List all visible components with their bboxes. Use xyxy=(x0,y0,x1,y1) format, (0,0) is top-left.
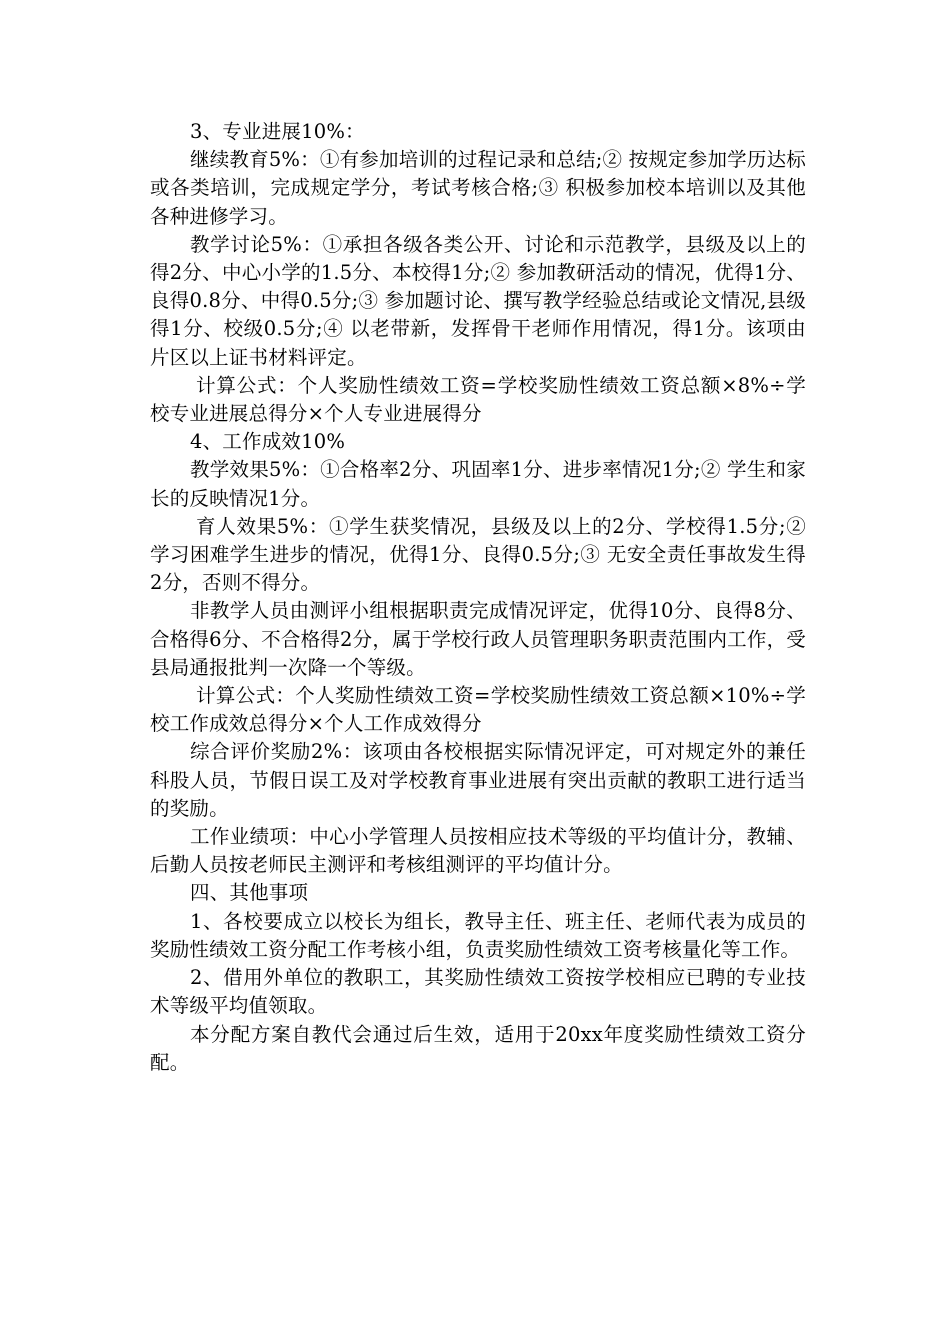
paragraph-comprehensive-award: 综合评价奖励2%：该项由各校根据实际情况评定，可对规定外的兼任科股人员，节假日误工及对学校教育事业进展有突出贡献的教职工进行适当的奖励。 xyxy=(150,740,806,820)
paragraph-assessment-group: 1、各校要成立以校长为组长，教导主任、班主任、老师代表为成员的奖励性绩效工资分配工作考核小组，负责奖励性绩效工资考核量化等工作。 xyxy=(150,909,806,961)
paragraph-work-performance: 工作业绩项：中心小学管理人员按相应技术等级的平均值计分，教辅、后勤人员按老师民主测评和考核组测评的平均值计分。 xyxy=(150,825,806,877)
paragraph-education-effect: 育人效果5%：①学生获奖情况，县级及以上的2分、学校得1.5分;② 学习困难学生进步的情况，优得1分、良得0.5分;③ 无安全责任事故发生得2分，否则不得分。 xyxy=(150,514,806,595)
document-body xyxy=(150,118,806,1077)
paragraph-formula-development: 计算公式：个人奖励性绩效工资=学校奖励性绩效工资总额×8%÷学校专业进展总得分×个人专业进展得分 xyxy=(150,373,806,426)
heading-work-results: 4、工作成效10% xyxy=(190,430,346,454)
paragraph-effective-date: 本分配方案自教代会通过后生效，适用于20xx年度奖励性绩效工资分配。 xyxy=(150,1022,806,1074)
paragraph-non-teaching-staff: 非教学人员由测评小组根据职责完成情况评定，优得10分、良得8分、合格得6分、不合格得2分，属于学校行政人员管理职务职责范围内工作，受县局通报批判一次降一个等级。 xyxy=(150,599,806,679)
paragraph-teaching-effect: 教学效果5%：①合格率2分、巩固率1分、进步率情况1分;② 学生和家长的反映情况1分。 xyxy=(150,458,806,510)
paragraph-formula-results: 计算公式：个人奖励性绩效工资=学校奖励性绩效工资总额×10%÷学校工作成效总得分×个人工作成效得分 xyxy=(150,684,806,736)
paragraph-teaching-discussion: 教学讨论5%：①承担各级各类公开、讨论和示范教学，县级及以上的得2分、中心小学的1.5分、本校得1分;② 参加教研活动的情况，优得1分、良得0.8分、中得0.5分;③ 参加题讨论、撰写教学经验总结或论文情况,县级得1分、校级0.5分;④ 以老带新，发挥骨干老师作用情况，得1分。该项由片区以上证书材料评定。 xyxy=(150,232,806,369)
heading-other-matters: 四、其他事项 xyxy=(190,881,309,905)
paragraph-borrowed-staff: 2、借用外单位的教职工，其奖励性绩效工资按学校相应已聘的专业技术等级平均值领取。 xyxy=(150,966,806,1018)
heading-professional-development: 3、专业进展10%： xyxy=(190,120,365,143)
paragraph-continuing-education: 继续教育5%：①有参加培训的过程记录和总结;② 按规定参加学历达标或各类培训，完成规定学分，考试考核合格;③ 积极参加校本培训以及其他各种进修学习。 xyxy=(150,148,806,228)
